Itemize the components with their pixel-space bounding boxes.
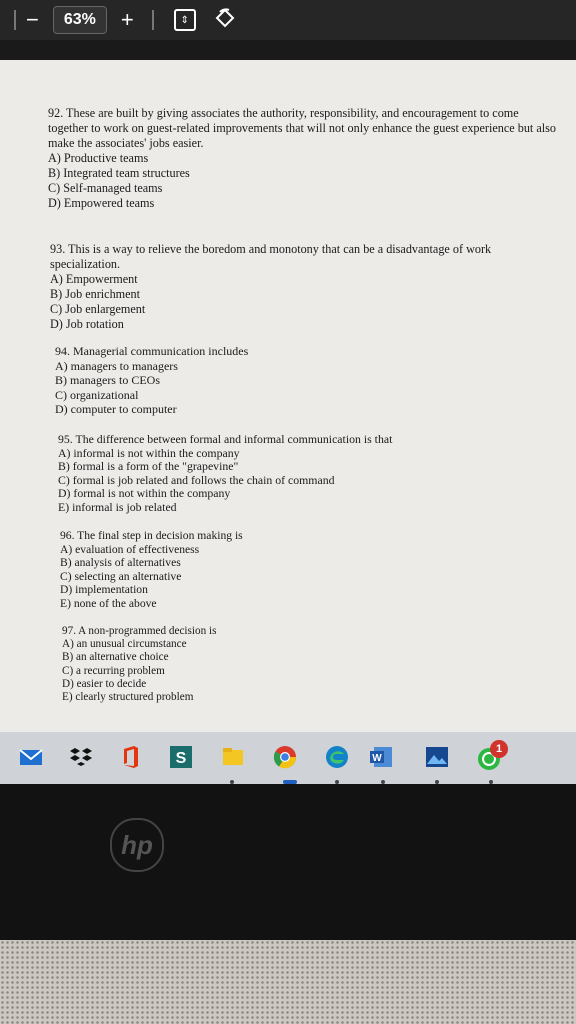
question-stem: 95. The difference between formal and informal communication is that <box>58 432 393 446</box>
option: D) Job rotation <box>50 317 124 331</box>
zoom-in-button[interactable]: + <box>120 7 134 32</box>
option: C) organizational <box>55 387 139 402</box>
question-97 <box>62 625 462 704</box>
option: A) informal is not within the company <box>58 445 240 460</box>
fit-page-icon[interactable]: ⇕ <box>174 9 196 31</box>
option: B) managers to CEOs <box>55 373 160 387</box>
option: D) computer to computer <box>55 402 177 416</box>
option: E) clearly structured problem <box>62 691 194 704</box>
option: B) Job enrichment <box>50 287 141 301</box>
option: B) Integrated team structures <box>48 166 190 180</box>
question-stem: 97. A non-programmed decision is <box>62 625 217 637</box>
option: C) selecting an alternative <box>60 569 182 583</box>
option: A) Empowerment <box>50 272 138 286</box>
chrome-icon[interactable] <box>272 744 298 770</box>
question-stem: 96. The final step in decision making is <box>60 529 243 542</box>
toolbar-divider <box>14 10 16 30</box>
sway-icon[interactable] <box>168 744 194 770</box>
option: A) evaluation of effectiveness <box>60 542 200 556</box>
edge-icon[interactable] <box>324 744 350 770</box>
option: C) Self-managed teams <box>48 181 163 195</box>
question-stem: 93. This is a way to relieve the boredom and monotony that can be a disadvantage of work specialization. <box>50 242 492 271</box>
option: C) a recurring problem <box>62 664 165 677</box>
word-icon[interactable] <box>368 744 394 770</box>
question-92 <box>48 106 558 211</box>
question-93 <box>50 242 530 332</box>
option: E) none of the above <box>60 596 157 610</box>
option: E) informal is job related <box>58 499 177 514</box>
pdf-toolbar <box>0 0 576 40</box>
office-icon[interactable] <box>118 744 144 770</box>
question-95 <box>58 433 478 515</box>
toolbar-divider <box>152 10 154 30</box>
pdf-page <box>0 60 576 732</box>
option: C) Job enlargement <box>50 302 146 316</box>
question-94 <box>55 344 475 417</box>
rotate-icon[interactable] <box>214 7 236 34</box>
zoom-level[interactable]: 63% <box>53 6 107 34</box>
dropbox-icon[interactable] <box>68 744 94 770</box>
file-explorer-icon[interactable] <box>220 744 246 770</box>
svg-text:S: S <box>175 750 187 767</box>
option: D) implementation <box>60 583 148 597</box>
option: B) formal is a form of the "grapevine" <box>58 459 239 474</box>
hp-logo: hp <box>110 818 164 872</box>
mail-icon[interactable] <box>18 744 44 770</box>
question-96 <box>60 529 460 611</box>
zoom-out-button[interactable]: − <box>26 7 39 32</box>
keyboard-surface <box>0 940 576 1024</box>
laptop-bezel <box>0 784 576 940</box>
svg-text:W: W <box>372 753 382 764</box>
option: D) Empowered teams <box>48 196 155 210</box>
question-stem: 92. These are built by giving associates the authority, responsibility, and encouragement to come together to work on guest-related improvements that will not only enhance the guest experience but also make the associates' jobs easier. <box>48 106 557 150</box>
option: B) analysis of alternatives <box>60 556 181 570</box>
option: C) formal is job related and follows the chain of command <box>58 472 335 487</box>
option: B) an alternative choice <box>62 651 169 664</box>
option: A) managers to managers <box>55 358 178 373</box>
notification-badge: 1 <box>490 740 508 758</box>
option: A) Productive teams <box>48 151 149 165</box>
question-stem: 94. Managerial communication includes <box>55 344 249 358</box>
option: D) formal is not within the company <box>58 486 231 501</box>
option: A) an unusual circumstance <box>62 638 187 651</box>
photos-icon[interactable] <box>424 744 450 770</box>
option: D) easier to decide <box>62 677 147 690</box>
